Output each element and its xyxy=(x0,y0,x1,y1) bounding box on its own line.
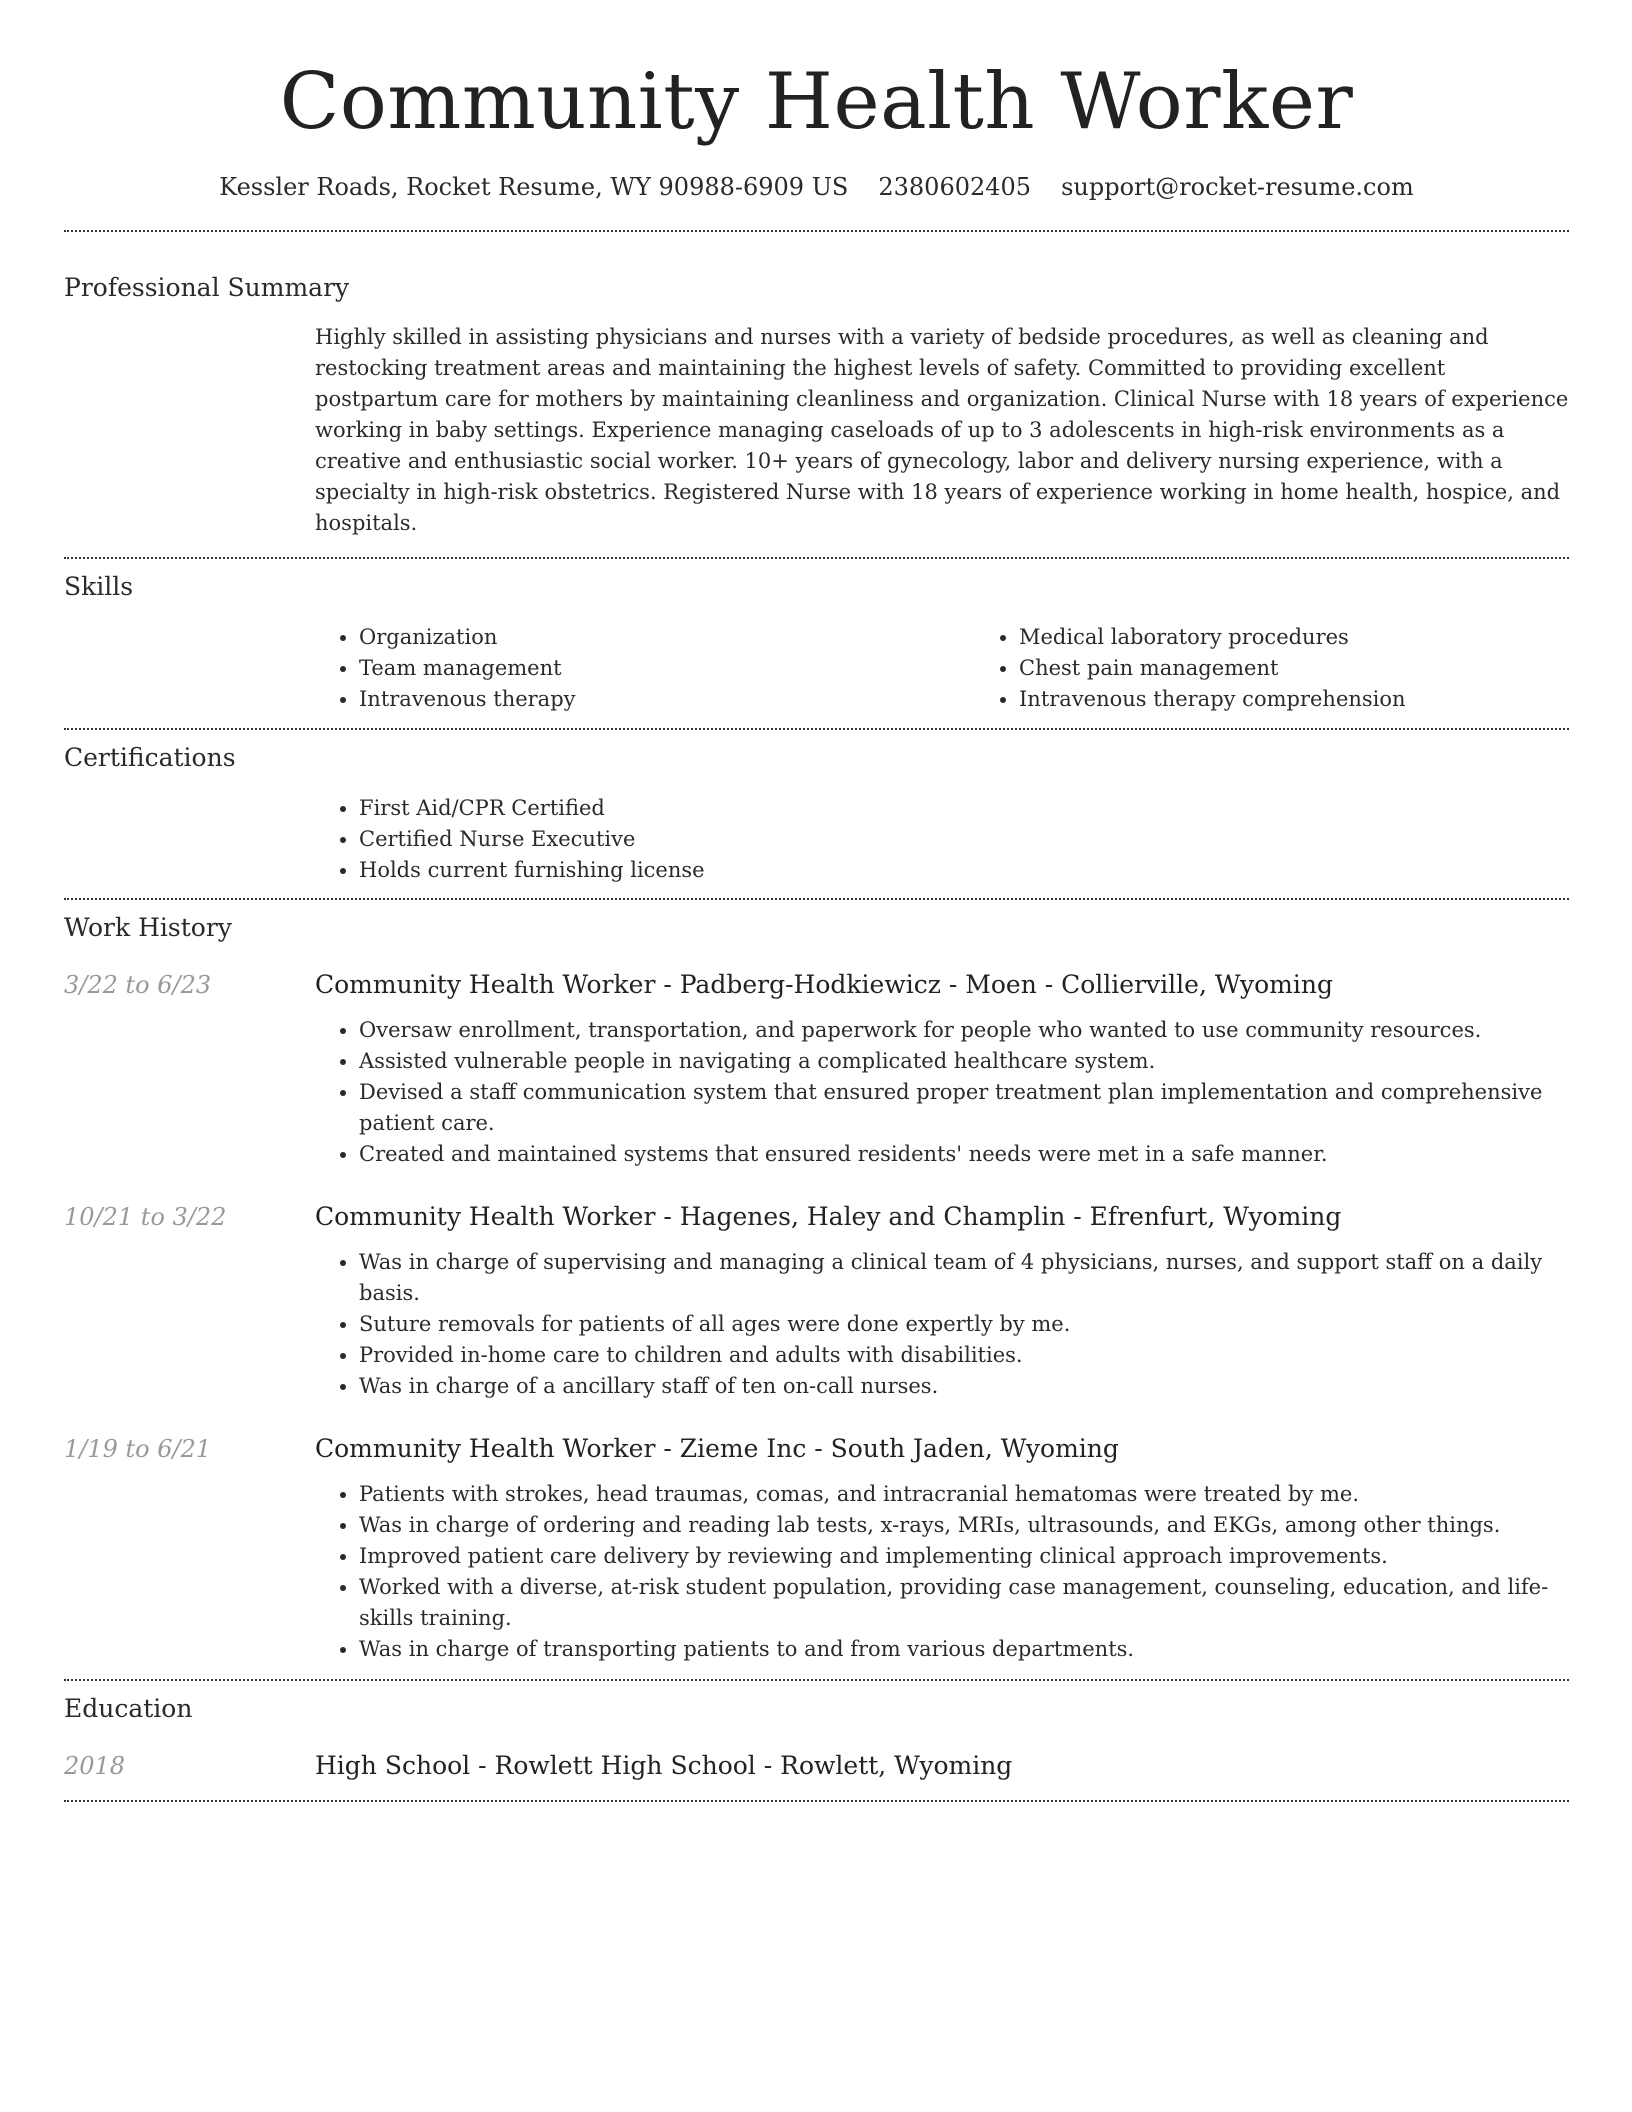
section-education xyxy=(64,1693,1569,1782)
list-item: • Medical laboratory procedures xyxy=(1019,622,1632,653)
job-bullets xyxy=(315,1479,1569,1665)
contact-email: support@rocket-resume.com xyxy=(1061,173,1414,201)
education-entry xyxy=(64,1750,1569,1782)
list-item: • Organization xyxy=(359,622,975,653)
list-item: • Was in charge of supervising and managing a clinical team of 4 physicians, nurses, and support staff on a daily basis. xyxy=(359,1247,1569,1309)
skills-column-right xyxy=(975,622,1632,715)
section-title-certifications: Certifications xyxy=(64,743,236,772)
summary-text: Highly skilled in assisting physicians and nurses with a variety of bedside procedures, as well as cleaning and restocking treatment areas and maintaining the highest levels of safety. Committed to providing excellent postpartum care for mothers by maintaining cleanliness and organization. Clinical Nurse with 18 years of experience working in baby settings. Experience managing caseloads of up to 3 adolescents in high-risk environments as a creative and enthusiastic social worker. 10+ years of gynecology, labor and delivery nursing experience, with a specialty in high-risk obstetrics. Registered Nurse with 18 years of experience working in home health, hospice, and hospitals. xyxy=(315,325,1569,535)
list-item: • Improved patient care delivery by reviewing and implementing clinical approach improvements. xyxy=(359,1541,1569,1572)
list-item: • Worked with a diverse, at-risk student population, providing case management, counseling, education, and life-skills training. xyxy=(359,1572,1569,1634)
job-entry xyxy=(64,1433,1569,1665)
job-dates: 3/22 to 6/23 xyxy=(64,971,212,999)
divider xyxy=(64,1679,1569,1681)
divider xyxy=(64,728,1569,730)
section-skills xyxy=(64,571,1569,715)
list-item: • Intravenous therapy xyxy=(359,684,975,715)
list-item: • Patients with strokes, head traumas, comas, and intracranial hematomas were treated by me. xyxy=(359,1479,1569,1510)
job-entry xyxy=(64,969,1569,1170)
job-entry xyxy=(64,1201,1569,1402)
divider xyxy=(64,898,1569,900)
list-item: • Was in charge of ordering and reading lab tests, x-rays, MRIs, ultrasounds, and EKGs, among other things. xyxy=(359,1510,1569,1541)
divider xyxy=(64,557,1569,559)
list-item: • Oversaw enrollment, transportation, and paperwork for people who wanted to use community resources. xyxy=(359,1015,1569,1046)
list-item: • Provided in-home care to children and adults with disabilities. xyxy=(359,1340,1569,1371)
section-title-work: Work History xyxy=(64,913,232,942)
section-work-history xyxy=(64,912,1569,1665)
job-bullets xyxy=(315,1247,1569,1402)
skills-list xyxy=(315,622,1632,715)
list-item: • Certified Nurse Executive xyxy=(359,824,1569,855)
section-summary xyxy=(64,272,1569,539)
job-heading: Community Health Worker - Padberg-Hodkiewicz - Moen - Collierville, Wyoming xyxy=(315,970,1333,999)
list-item: • Holds current furnishing license xyxy=(359,855,1569,886)
section-title-education: Education xyxy=(64,1694,193,1723)
list-item: • First Aid/CPR Certified xyxy=(359,793,1569,824)
certifications-list xyxy=(315,793,1569,886)
list-item: • Was in charge of transporting patients to and from various departments. xyxy=(359,1634,1569,1665)
divider xyxy=(64,230,1569,232)
list-item: • Was in charge of a ancillary staff of ten on-call nurses. xyxy=(359,1371,1569,1402)
section-certifications xyxy=(64,742,1569,886)
job-bullets xyxy=(315,1015,1569,1170)
list-item: • Intravenous therapy comprehension xyxy=(1019,684,1632,715)
contact-line xyxy=(64,172,1569,202)
contact-phone: 2380602405 xyxy=(878,173,1032,201)
education-heading: High School - Rowlett High School - Rowlett, Wyoming xyxy=(315,1751,1013,1780)
list-item: • Suture removals for patients of all ages were done expertly by me. xyxy=(359,1309,1569,1340)
job-dates: 10/21 to 3/22 xyxy=(64,1203,227,1231)
list-item: • Assisted vulnerable people in navigating a complicated healthcare system. xyxy=(359,1046,1569,1077)
divider xyxy=(64,1800,1569,1802)
list-item: • Team management xyxy=(359,653,975,684)
resume-name: Community Health Worker xyxy=(279,57,1354,147)
job-heading: Community Health Worker - Zieme Inc - South Jaden, Wyoming xyxy=(315,1434,1119,1463)
education-year: 2018 xyxy=(64,1752,126,1780)
job-dates: 1/19 to 6/21 xyxy=(64,1435,212,1463)
contact-address: Kessler Roads, Rocket Resume, WY 90988-6909 US xyxy=(219,173,849,201)
list-item: • Created and maintained systems that ensured residents' needs were met in a safe manner. xyxy=(359,1139,1569,1170)
section-title-summary: Professional Summary xyxy=(64,273,350,302)
list-item: • Chest pain management xyxy=(1019,653,1632,684)
skills-column-left xyxy=(315,622,975,715)
section-title-skills: Skills xyxy=(64,572,134,601)
job-heading: Community Health Worker - Hagenes, Haley and Champlin - Efrenfurt, Wyoming xyxy=(315,1202,1342,1231)
resume-page xyxy=(64,0,1569,1802)
list-item: • Devised a staff communication system that ensured proper treatment plan implementation and comprehensive patient care. xyxy=(359,1077,1569,1139)
